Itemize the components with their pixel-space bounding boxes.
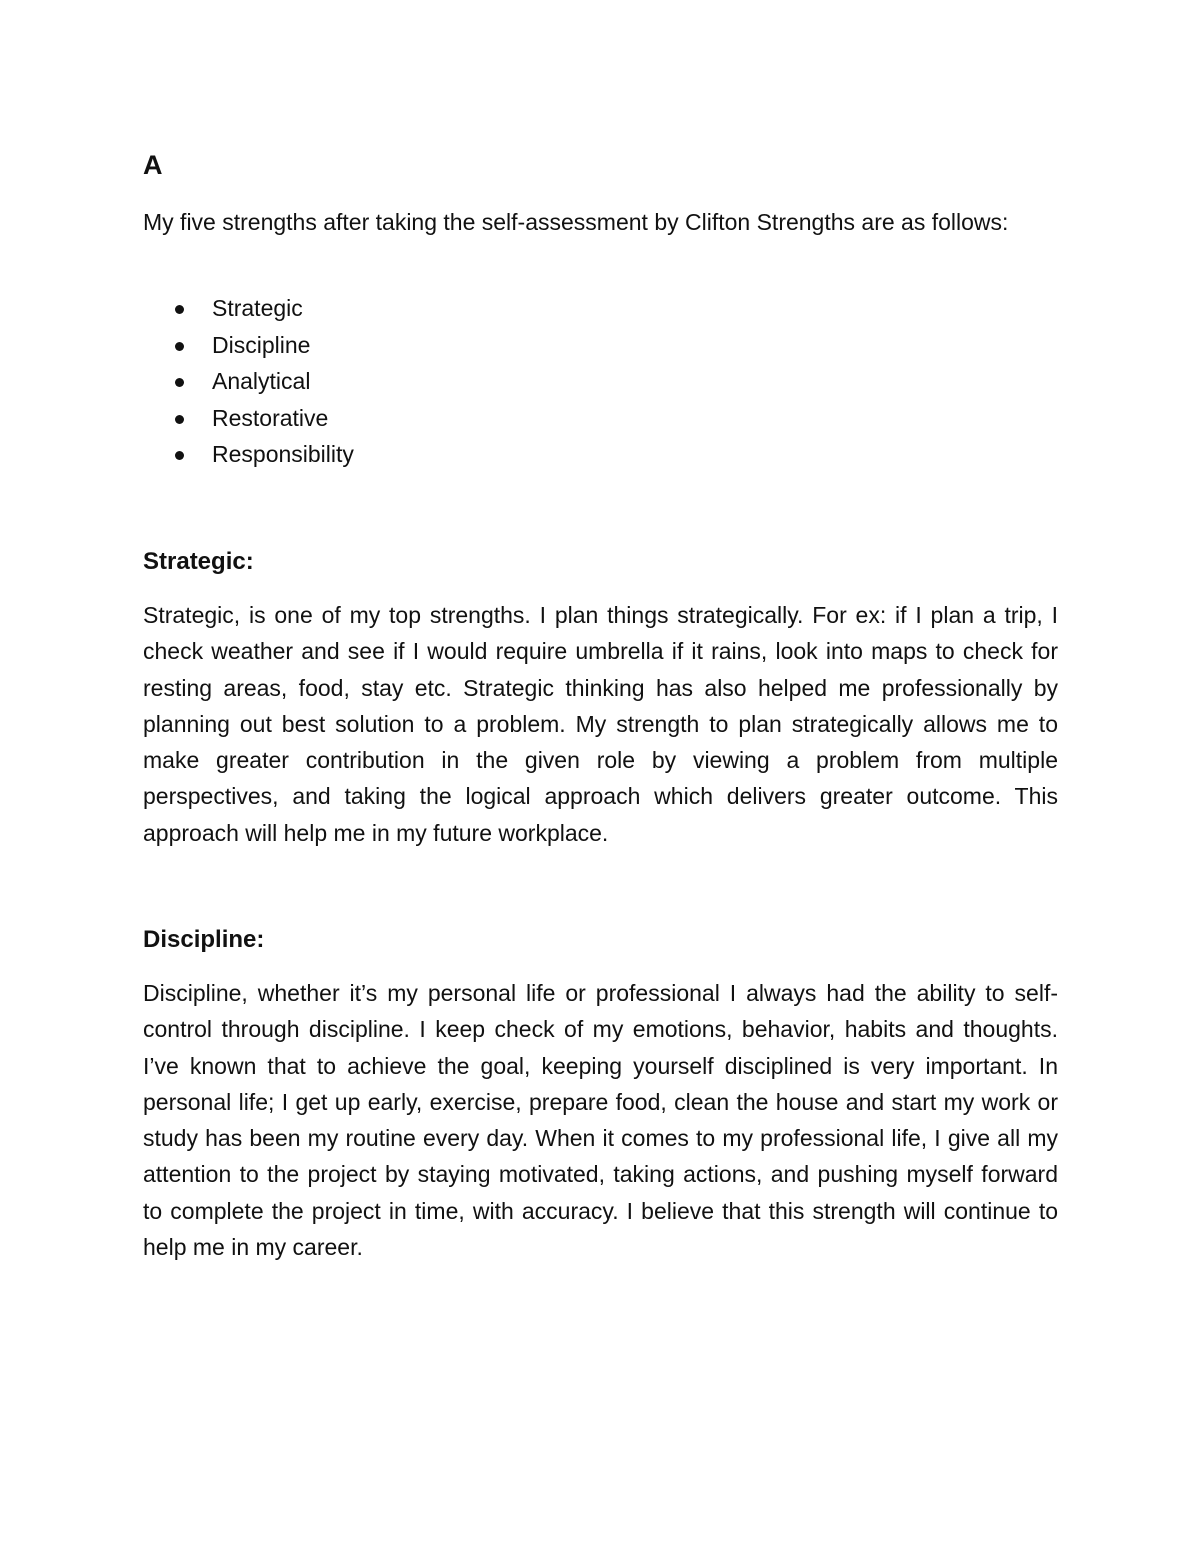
list-item xyxy=(143,363,354,400)
strategic-section-title: Strategic: xyxy=(143,548,254,575)
bullet-icon xyxy=(175,305,184,314)
bullet-icon xyxy=(175,451,184,460)
document-heading: A xyxy=(143,150,163,180)
intro-paragraph: My five strengths after taking the self-assessment by Clifton Strengths are as follows: xyxy=(143,209,1009,235)
strengths-list xyxy=(143,290,354,473)
strength-label: Strategic xyxy=(212,295,303,321)
strength-label: Discipline xyxy=(212,331,311,358)
list-item xyxy=(143,400,354,437)
strength-label: Analytical xyxy=(212,368,311,394)
list-item xyxy=(143,327,354,364)
bullet-icon xyxy=(175,378,184,387)
discipline-section-title: Discipline: xyxy=(143,926,265,953)
list-item xyxy=(143,290,354,327)
strategic-section-body: Strategic, is one of my top strengths. I plan things strategically. For ex: if I plan a trip, I check weather and see if I would require umbrella if it rains, look into maps to check for resting areas, food, stay etc. Strategic thinking has also helped me professionally by planning out best solution to a problem. My strength to plan strategically allows me to make greater contribution in the given role by viewing a problem from multiple perspectives, and taking the logical approach which delivers greater outcome. This approach will help me in my future workplace. xyxy=(143,602,1058,846)
discipline-section-body: Discipline, whether it’s my personal life or professional I always had the ability to self-control through discipline. I keep check of my emotions, behavior, habits and thoughts. I’ve known that to achieve the goal, keeping yourself disciplined is very important. In personal life; I get up early, exercise, prepare food, clean the house and start my work or study has been my routine every day. When it comes to my professional life, I give all my attention to the project by staying motivated, taking actions, and pushing myself forward to complete the project in time, with accuracy. I believe that this strength will continue to help me in my career. xyxy=(143,980,1058,1261)
bullet-icon xyxy=(175,415,184,424)
bullet-icon xyxy=(175,342,184,351)
list-item xyxy=(143,436,354,473)
strength-label: Responsibility xyxy=(212,441,354,467)
strength-label: Restorative xyxy=(212,404,329,431)
